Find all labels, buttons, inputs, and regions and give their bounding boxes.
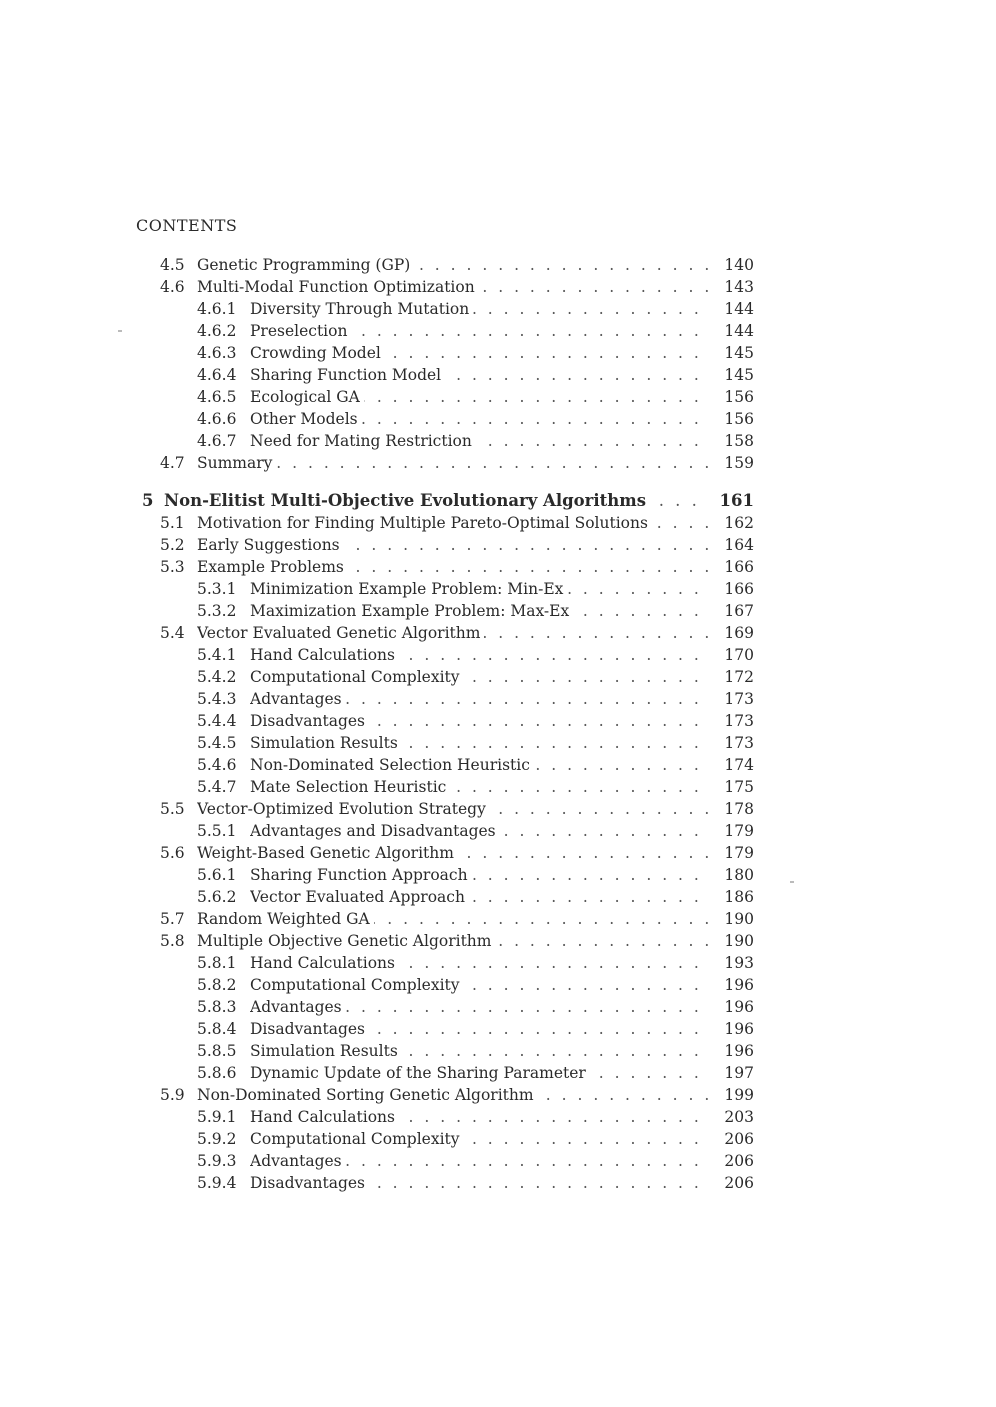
toc-number: 5.8.6 — [197, 1064, 237, 1082]
toc-title: Summary . . . — [197, 452, 708, 474]
toc-subsection[interactable] — [197, 1062, 754, 1084]
toc-title: Hand Calculations . . . — [250, 1106, 708, 1128]
toc-page-number: 196 — [724, 1020, 754, 1038]
toc-number: 5.4.6 — [197, 756, 237, 774]
toc-number: 4.6.5 — [197, 388, 237, 406]
toc-subsection[interactable] — [197, 974, 754, 996]
toc-number: 5.4.3 — [197, 690, 237, 708]
toc-page-number: 178 — [724, 800, 754, 818]
toc-number: 5.6 — [160, 844, 185, 862]
toc-title: Computational Complexity . . . — [250, 666, 708, 688]
toc-subsection[interactable] — [197, 820, 754, 842]
toc-subsection[interactable] — [197, 1040, 754, 1062]
toc-subsection[interactable] — [197, 1018, 754, 1040]
toc-subsection[interactable] — [197, 1172, 754, 1194]
scan-speck — [790, 881, 794, 883]
toc-page-number: 206 — [724, 1174, 754, 1192]
toc-number: 5.8.1 — [197, 954, 237, 972]
toc-page-number: 179 — [724, 844, 754, 862]
toc-title: Advantages . . . — [250, 688, 708, 710]
toc-title: Example Problems . . . — [197, 556, 708, 578]
toc-page-number: 199 — [724, 1086, 754, 1104]
toc-number: 4.6.2 — [197, 322, 237, 340]
toc-number: 5 — [142, 491, 154, 510]
toc-page-number: 206 — [724, 1130, 754, 1148]
toc-number: 5.6.1 — [197, 866, 237, 884]
toc-page-number: 186 — [724, 888, 754, 906]
toc-number: 5.3.2 — [197, 602, 237, 620]
toc-number: 5.9.1 — [197, 1108, 237, 1126]
toc-section[interactable] — [160, 276, 754, 298]
toc-section[interactable] — [160, 254, 754, 276]
toc-number: 4.6.1 — [197, 300, 237, 318]
toc-section[interactable] — [160, 622, 754, 644]
toc-title: Diversity Through Mutation . . . — [250, 298, 708, 320]
toc-subsection[interactable] — [197, 864, 754, 886]
toc-subsection[interactable] — [197, 666, 754, 688]
toc-number: 5.2 — [160, 536, 185, 554]
toc-subsection[interactable] — [197, 1128, 754, 1150]
toc-subsection[interactable] — [197, 886, 754, 908]
toc-page-number: 159 — [724, 454, 754, 472]
toc-title: Sharing Function Approach . . . — [250, 864, 708, 886]
toc-title: Other Models . . . — [250, 408, 708, 430]
toc-chapter[interactable] — [142, 490, 754, 512]
toc-page-number: 140 — [724, 256, 754, 274]
toc-title: Preselection . . . — [250, 320, 708, 342]
toc-number: 5.8.4 — [197, 1020, 237, 1038]
toc-subsection[interactable] — [197, 732, 754, 754]
toc-title: Dynamic Update of the Sharing Parameter . . . — [250, 1062, 708, 1084]
toc-title: Vector-Optimized Evolution Strategy . . . — [197, 798, 708, 820]
toc-number: 5.8 — [160, 932, 185, 950]
toc-title: Computational Complexity . . . — [250, 1128, 708, 1150]
toc-number: 4.7 — [160, 454, 185, 472]
toc-page-number: 169 — [724, 624, 754, 642]
toc-subsection[interactable] — [197, 1150, 754, 1172]
toc-subsection[interactable] — [197, 710, 754, 732]
toc-page-number: 190 — [724, 910, 754, 928]
toc-page-number: 156 — [724, 410, 754, 428]
toc-title: Non-Elitist Multi-Objective Evolutionary Algorithms . . . — [164, 490, 708, 512]
toc-section[interactable] — [160, 842, 754, 864]
toc-subsection[interactable] — [197, 342, 754, 364]
toc-number: 5.8.5 — [197, 1042, 237, 1060]
toc-title: Hand Calculations . . . — [250, 644, 708, 666]
toc-page-number: 161 — [719, 491, 754, 510]
toc-page-number: 180 — [724, 866, 754, 884]
toc-subsection[interactable] — [197, 776, 754, 798]
toc-page-number: 156 — [724, 388, 754, 406]
toc-page-number: 145 — [724, 366, 754, 384]
toc-title: Disadvantages . . . — [250, 710, 708, 732]
toc-title: Disadvantages . . . — [250, 1018, 708, 1040]
toc-section[interactable] — [160, 452, 754, 474]
toc-number: 5.5 — [160, 800, 185, 818]
toc-page-number: 173 — [724, 690, 754, 708]
toc-title: Simulation Results . . . — [250, 732, 708, 754]
toc-number: 4.6.4 — [197, 366, 237, 384]
toc-page-number: 173 — [724, 734, 754, 752]
toc-number: 4.6.6 — [197, 410, 237, 428]
toc-page-number: 196 — [724, 998, 754, 1016]
toc-title: Random Weighted GA . . . — [197, 908, 708, 930]
toc-number: 5.4.2 — [197, 668, 237, 686]
toc-subsection[interactable] — [197, 408, 754, 430]
toc-page-number: 144 — [724, 300, 754, 318]
toc-title: Multi-Modal Function Optimization . . . — [197, 276, 708, 298]
toc-page-number: 173 — [724, 712, 754, 730]
toc-subsection[interactable] — [197, 1106, 754, 1128]
toc-subsection[interactable] — [197, 644, 754, 666]
toc-page-number: 162 — [724, 514, 754, 532]
toc-subsection[interactable] — [197, 430, 754, 452]
toc-subsection[interactable] — [197, 952, 754, 974]
toc-title: Simulation Results . . . — [250, 1040, 708, 1062]
toc-page-number: 174 — [724, 756, 754, 774]
toc-number: 5.9 — [160, 1086, 185, 1104]
toc-number: 5.3 — [160, 558, 185, 576]
toc-title: Multiple Objective Genetic Algorithm . . . — [197, 930, 708, 952]
toc-page-number: 190 — [724, 932, 754, 950]
toc-page-number: 179 — [724, 822, 754, 840]
toc-section[interactable] — [160, 556, 754, 578]
toc-number: 4.6 — [160, 278, 185, 296]
toc-number: 4.6.7 — [197, 432, 237, 450]
toc-subsection[interactable] — [197, 600, 754, 622]
toc-number: 5.4 — [160, 624, 185, 642]
toc-title: Advantages . . . — [250, 996, 708, 1018]
toc-number: 5.4.4 — [197, 712, 237, 730]
toc-subsection[interactable] — [197, 578, 754, 600]
toc-number: 5.7 — [160, 910, 185, 928]
toc-title: Crowding Model . . . — [250, 342, 708, 364]
toc-number: 5.8.3 — [197, 998, 237, 1016]
toc-number: 5.6.2 — [197, 888, 237, 906]
toc-page-number: 164 — [724, 536, 754, 554]
toc-page-number: 203 — [724, 1108, 754, 1126]
toc-subsection[interactable] — [197, 364, 754, 386]
toc-number: 5.1 — [160, 514, 185, 532]
toc-number: 5.9.4 — [197, 1174, 237, 1192]
toc-title: Genetic Programming (GP) . . . — [197, 254, 708, 276]
toc-page-number: 158 — [724, 432, 754, 450]
toc-title: Vector Evaluated Genetic Algorithm . . . — [197, 622, 708, 644]
toc-subsection[interactable] — [197, 754, 754, 776]
toc-section[interactable] — [160, 512, 754, 534]
toc-title: Vector Evaluated Approach . . . — [250, 886, 708, 908]
toc-title: Advantages . . . — [250, 1150, 708, 1172]
toc-number: 5.4.7 — [197, 778, 237, 796]
toc-section[interactable] — [160, 930, 754, 952]
toc-title: Maximization Example Problem: Max-Ex . . . — [250, 600, 708, 622]
toc-title: Need for Mating Restriction . . . — [250, 430, 708, 452]
toc-title: Advantages and Disadvantages . . . — [250, 820, 708, 842]
toc-title: Non-Dominated Sorting Genetic Algorithm . . . — [197, 1084, 708, 1106]
scan-speck — [118, 330, 122, 332]
toc-section[interactable] — [160, 534, 754, 556]
toc-page-number: 170 — [724, 646, 754, 664]
toc-subsection[interactable] — [197, 688, 754, 710]
toc-number: 4.5 — [160, 256, 185, 274]
toc-number: 5.9.3 — [197, 1152, 237, 1170]
toc-page-number: 196 — [724, 1042, 754, 1060]
toc-subsection[interactable] — [197, 320, 754, 342]
toc-title: Hand Calculations . . . — [250, 952, 708, 974]
toc-section[interactable] — [160, 798, 754, 820]
toc-page-number: 175 — [724, 778, 754, 796]
toc-section[interactable] — [160, 908, 754, 930]
toc-number: 5.5.1 — [197, 822, 237, 840]
toc-page-number: 166 — [724, 580, 754, 598]
page-header: CONTENTS — [136, 216, 238, 235]
toc-title: Motivation for Finding Multiple Pareto-Optimal Solutions . . . — [197, 512, 708, 534]
toc-title: Minimization Example Problem: Min-Ex . . . — [250, 578, 708, 600]
toc-number: 4.6.3 — [197, 344, 237, 362]
toc-page-number: 196 — [724, 976, 754, 994]
toc-page-number: 143 — [724, 278, 754, 296]
toc-page-number: 206 — [724, 1152, 754, 1170]
toc-number: 5.4.5 — [197, 734, 237, 752]
toc-title: Mate Selection Heuristic . . . — [250, 776, 708, 798]
toc-number: 5.4.1 — [197, 646, 237, 664]
toc-number: 5.3.1 — [197, 580, 237, 598]
toc-number: 5.8.2 — [197, 976, 237, 994]
toc-title: Computational Complexity . . . — [250, 974, 708, 996]
toc-page-number: 166 — [724, 558, 754, 576]
toc-title: Sharing Function Model . . . — [250, 364, 708, 386]
toc-page-number: 197 — [724, 1064, 754, 1082]
toc-page-number: 172 — [724, 668, 754, 686]
toc-page-number: 145 — [724, 344, 754, 362]
toc-subsection[interactable] — [197, 386, 754, 408]
toc-subsection[interactable] — [197, 996, 754, 1018]
toc-page-number: 167 — [724, 602, 754, 620]
toc-title: Early Suggestions . . . — [197, 534, 708, 556]
toc-page-number: 193 — [724, 954, 754, 972]
toc-title: Non-Dominated Selection Heuristic . . . — [250, 754, 708, 776]
toc-title: Disadvantages . . . — [250, 1172, 708, 1194]
toc-number: 5.9.2 — [197, 1130, 237, 1148]
toc-page-number: 144 — [724, 322, 754, 340]
toc-section[interactable] — [160, 1084, 754, 1106]
toc-title: Weight-Based Genetic Algorithm . . . — [197, 842, 708, 864]
toc-title: Ecological GA . . . — [250, 386, 708, 408]
toc-subsection[interactable] — [197, 298, 754, 320]
